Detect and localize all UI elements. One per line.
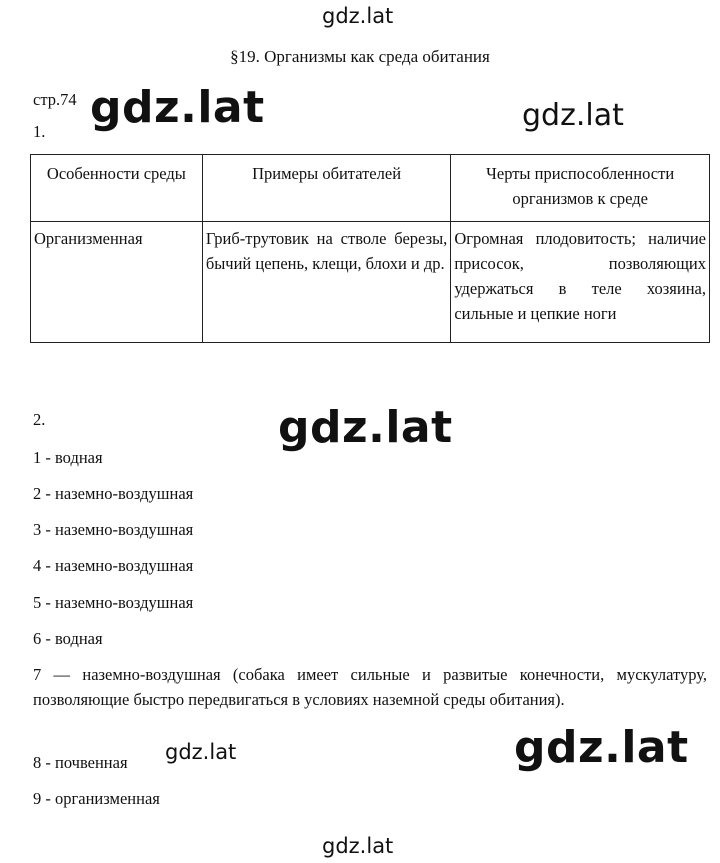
task-2-number: 2. [33, 410, 46, 429]
table-header-cell: Примеры обитателей [202, 155, 451, 222]
table-cell: Организменная [31, 222, 203, 343]
answer-item: 9 - организменная [33, 789, 160, 808]
answer-item: 5 - наземно-воздушная [33, 593, 194, 612]
page-reference: стр.74 [33, 90, 77, 109]
table-cell: Огромная плодовитость; наличие присосок, позволяющих удержаться в теле хозяина, сильные и цепкие ноги [451, 222, 710, 343]
answer-item: 6 - водная [33, 629, 103, 648]
answer-item: 3 - наземно-воздушная [33, 520, 194, 539]
answer-item: 4 - наземно-воздушная [33, 556, 194, 575]
table-header-row [31, 155, 710, 222]
answer-item: 8 - почвенная [33, 753, 128, 772]
table-row [31, 222, 710, 343]
watermark-large-left: gdz.lat [90, 82, 265, 133]
task-1-number: 1. [33, 122, 46, 141]
watermark-large-center: gdz.lat [278, 402, 453, 453]
table-header-cell: Черты приспособленности организмов к среде [451, 155, 710, 222]
answer-item: 1 - водная [33, 448, 103, 467]
watermark-top: gdz.lat [322, 4, 394, 28]
watermark-bottom: gdz.lat [322, 834, 394, 858]
answer-item-long: 7 — наземно-воздушная (собака имеет сильные и развитые конечности, мускулатуру, позволяющие быстро передвигаться в условиях наземной среды обитания). [33, 665, 707, 709]
watermark-right: gdz.lat [522, 98, 624, 133]
watermark-small-inline: gdz.lat [165, 740, 237, 764]
answer-item: 2 - наземно-воздушная [33, 484, 194, 503]
habitat-table [30, 154, 710, 343]
page-title: §19. Организмы как среда обитания [230, 47, 490, 66]
table-header-cell: Особенности среды [31, 155, 203, 222]
watermark-large-right: gdz.lat [514, 722, 689, 773]
table-cell: Гриб-трутовик на стволе березы, бычий цепень, клещи, блохи и др. [202, 222, 451, 343]
